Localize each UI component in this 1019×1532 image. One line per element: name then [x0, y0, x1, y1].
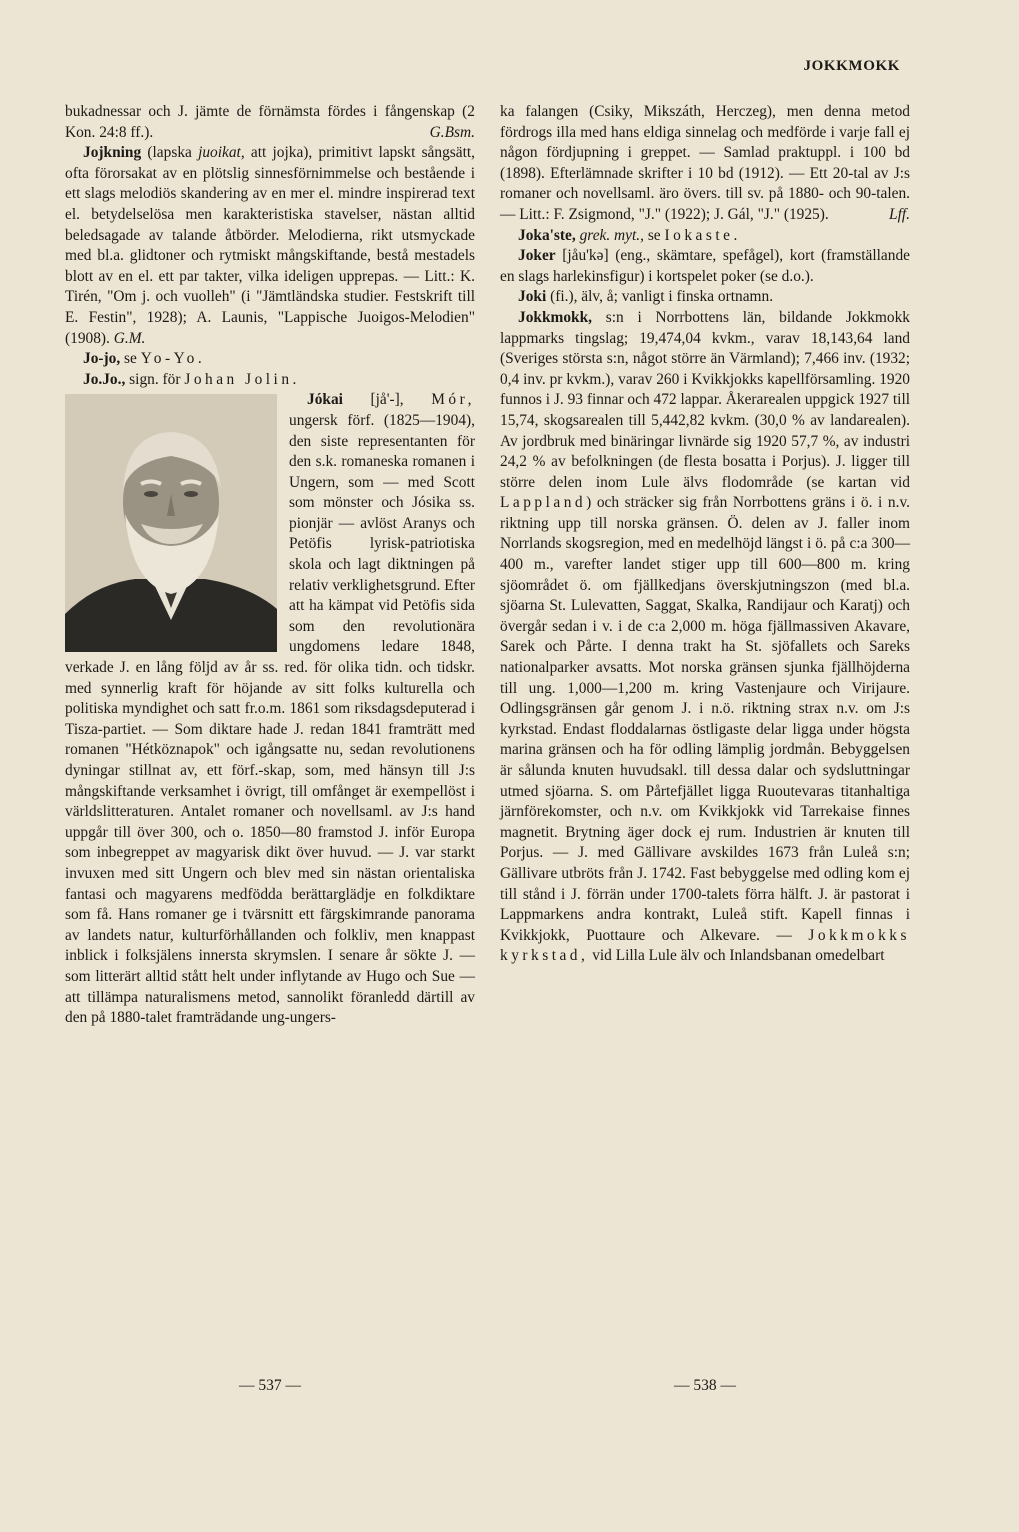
entry-continuation: bukadnessar och J. jämte de förnämsta fördes i fångenskap (2 Kon. 24:8 ff.). G.Bsm.: [65, 102, 475, 143]
entry-jokai-continuation: ka falangen (Csiky, Mikszáth, Herczeg), men denna metod fördrogs illa med hans eldiga sinnelag och medförde i varje fall ej någon fördjupning i greppet. — Samlad praktuppl. i 100 bd (1898). Efterlämnade skrifter i 10 bd (1912). — Ett 20-tal av J:s romaner och novellsaml. äro övers. till sv. på 1880- och 90-talen. — Litt.: F. Zsigmond, "J." (1922); J. Gál, "J." (1925). Lff.: [500, 102, 910, 226]
author-signature: G.Bsm.: [429, 123, 475, 141]
entry-jo-jo-signature: Jo.Jo., sign. för Johan Jolin.: [83, 370, 300, 388]
page-number-right: — 538 —: [674, 1377, 736, 1394]
entry-jokkmokk: Jokkmokk, s:n i Norrbottens län, bildande Jokkmokk lappmarks tingslag; 19,474,04 kvkm., varav 18,143,64 land (Sveriges största s:n, något större än Värmland); 7,466 inv. (1932; 0,4 inv. pr kvkm.), varav 260 i Kvikkjokks kapellförsamling. 1920 funnos i J. 93 finnar och 472 lappar. Åkerarealen uppgick 1927 till 15,74, skogsarealen till 5,442,82 kvkm. (30,0 % av landarealen). Av jordbruk med binäringar livnärde sig 1920 57,7 %, av industri 24,2 % av befolkningen (de flesta bosatta i Porjus). J. ligger till större delen inom Lule älvs flodområde (se kartan vid Lappland) och sträcker sig från Norrbottens gräns i ö. i n.v. riktning upp till norska gränsen. Ö. delen av J. faller inom Norrlands skogsregion, med en medelhöjd längst i ö. på c:a 300—400 m., varefter landet stiger upp till 600—800 m. kring sjöområdet ö. om fjällkedjans överskjutningszon (med bl.a. sjöarna St. Lulevatten, Saggat, Skalka, Randijaur och Karatj) och övergår sedan i v. i de c:a 2,000 m. höga fjällmassiven Akavare, Sarek och Pårte. I denna trakt ha St. sjöfallets och Sareks nationalparker avsatts. Mot norska gränsen sjunka fjällhöjderna till ung. 1,000—1,200 m. kring Vastenjaure och Virijaure. Odlingsgränsen går genom J. i n.ö. riktning strax n.v. om J:s kyrkstad. Endast floddalarnas östligaste delar ligga under högsta marina gränsen och ha för odling lämplig jordmån. Bebyggelsen är sålunda knuten huvudsakl. till dessa dalar och sydsluttningar utmed sjöarna. S. om Pårtefjället ligga Ruoutevaras titanhaltiga järnförekomster, och n.v. om Kvikkjokk vid Tarrekaise finnes magnetit. Brytning äger dock ej rum. Industrien är knuten till Porjus. — J. med Gällivare avskildes 1673 från Luleå s:n; Gällivare utbröts från J. 1742. Fast bebyggelse med odling kom ej till stånd i J. förrän under 1700-talets förra hälft. J. är pastorat i Lappmarkens andra kontrakt, Luleå stift. Kapell finnas i Kvikkjokk, Puottaure och Alkevare. — Jokkmokks kyrkstad, vid Lilla Lule älv och Inlandsbanan omedelbart: [500, 308, 910, 965]
cross-reference: Jokkmokks kyrkstad,: [500, 926, 910, 965]
left-column: [65, 102, 475, 1029]
author-signature: Lff.: [889, 205, 910, 223]
right-column: [500, 102, 910, 967]
headword: Jokkmokk,: [518, 308, 592, 326]
headword: Joka'ste,: [518, 226, 576, 244]
entry-joki: Joki (fi.), älv, å; vanligt i finska ortnamn.: [518, 288, 774, 306]
cross-reference: Yo-Yo.: [140, 350, 206, 368]
headword: Jojkning: [83, 144, 142, 162]
headword: Jókai: [307, 391, 343, 409]
running-head: JOKKMOKK: [803, 58, 900, 74]
entry-jo-jo: Jo-jo, se Yo-Yo.: [83, 350, 206, 368]
entry-jokaste: Joka'ste, grek. myt., se Iokaste.: [518, 226, 741, 244]
portrait-photo: [65, 394, 277, 652]
portrait-engraving: [65, 394, 277, 652]
cross-reference: Lappland: [500, 494, 587, 512]
headword: Joker: [518, 247, 556, 265]
author-signature: G.M.: [113, 329, 146, 347]
cross-reference: Johan Jolin.: [184, 370, 300, 388]
headword: Jo.Jo.,: [83, 370, 126, 388]
person-name: Mór,: [431, 391, 475, 409]
cross-reference: Iokaste.: [664, 226, 741, 244]
headword: Jo-jo,: [83, 350, 121, 368]
entry-joker: Joker [jåu'kə] (eng., skämtare, spefågel), kort (framställande en slags harlekinsfigur) i kortspelet poker (se d.o.).: [500, 247, 910, 285]
entry-jokai: Jókai [jå'-], Mór, ungersk förf. (1825—1904), den siste representanten för den s.k. romaneska romanen i Ungern, som — med Scott som mönster och Jósika ss. pionjär — avlöst Aranys och Petöfis lyrisk-patriotiska skola och lagt diktningen på relativ verklighetsgrund. Efter att ha kämpat vid Petöfis sida som den revolutionära ungdomens ledare 1848, verkade J. en lång följd av år ss. red. för olika tidn. och tidskr. med synnerlig kraft för höjande av sitt folks kulturella och politiska myndighet och satt fr.o.m. 1861 som riksdagsdeputerad i Tisza-partiet. — Som diktare hade J. redan 1841 framträtt med romanen "Hétköznapok" och igångsatte nu, sedan revolutionens dyningar stillnat av, ett förf.-skap, som, med hänsyn till J:s mångskiftande verksamhet i övrigt, till omfånget är exempellöst i världslitteraturen. Antalet romaner och novellsaml. av J:s hand uppgår till över 300, och o. 1850—80 framstod J. inför Europa som inbegreppet av magyarisk dikt över huvud. — J. var starkt invuxen med sitt Ungern och blev med sin nästan orientaliska fantasi och magyarens medfödda berättarglädje en folkdiktare som få. Hans romaner ge i tvärsnitt ett färgskimrande panorama av landets natur, kulturförhållanden och folkliv, men knappast inblick i folksjälens innersta skrymslen. I senare år sökte J. — som litterärt alltid stått helt under inflytande av Hugo och Sue — att tillämpa naturalismens metod, sannolikt föranledd därtill av den på 1880-talet framträdande ung-ungers-: [65, 391, 475, 1027]
entry-jojkning: Jojkning (lapska juoikat, att jojka), primitivt lapskt sångsätt, ofta förorsakat av en plötslig sinnesförnimmelse och bestående i ett slags melodiös skandering av en mer el. mindre inspirerad text el. betydelselösa men karakteristiska stavelser, nästan alltid beledsagade av talande åtbörder. Melodierna, rikt utsmyckade med bl.a. glidtoner och rytmiskt mångskiftande, bestå mestadels blott av en el. ett par takter, vilka ideligen upprepas. — Litt.: K. Tirén, "Om j. och vuolleh" (i "Jämtländska studier. Festskrift till E. Festin", 1928); A. Launis, "Lappische Juoigos-Melodien" (1908). G.M.: [65, 144, 475, 347]
page-number-left: — 537 —: [239, 1377, 301, 1394]
headword: Joki: [518, 288, 547, 306]
